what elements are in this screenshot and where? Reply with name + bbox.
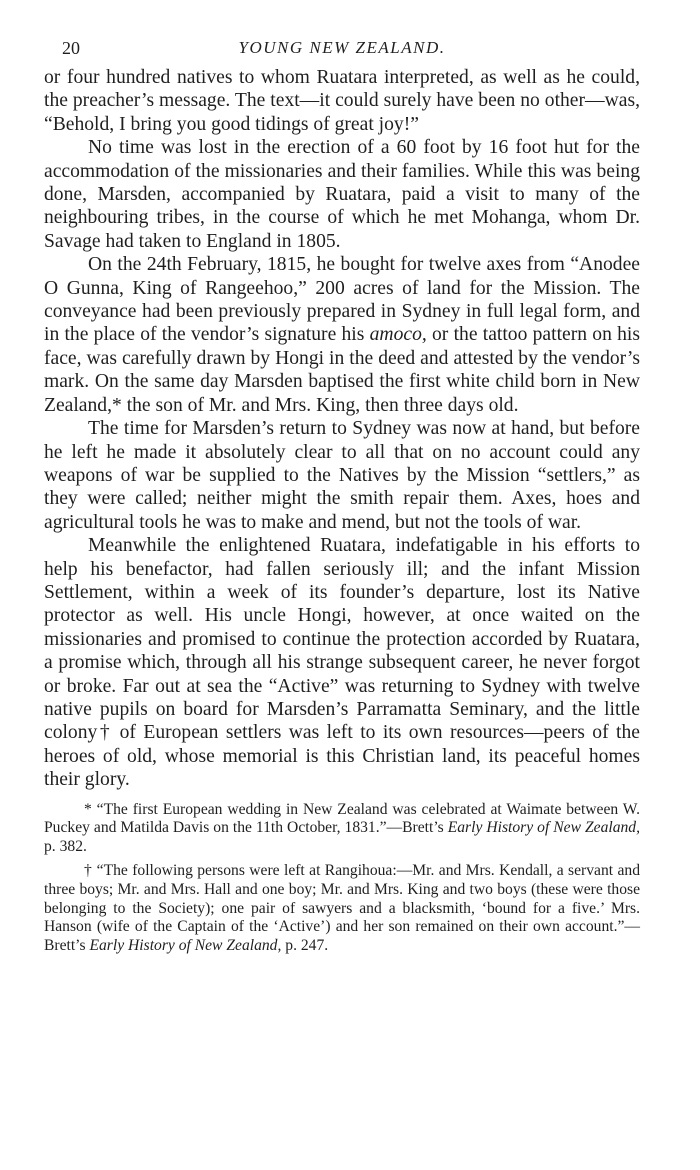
paragraph-3-italic-amoco: amoco, [369, 324, 427, 346]
paragraph-3-part-b: or the tattoo pattern on his face, was carefully drawn by Hongi in the deed and attested by the vendor’s mark. On the same day Marsden baptised the first white child born in New Zealand,* the son of Mr. and Mrs. King, then three days old. [44, 324, 640, 416]
paragraph-4: The time for Marsden’s return to Sydney was now at hand, but before he left he made it absolutely clear to all that on no account could any weapons of war be supplied to the Natives by the Mission “settlers,” as they were called; neither might the smith repair them. Axes, hoes and agricultural tools he was to make and mend, but not the tools of war. [44, 418, 640, 533]
paragraph-3-part-a: On the 24th February, 1815, he bought for twelve axes from “Anodee O Gunna, King of Rangeehoo,” 200 acres of land for the Mission. The conveyance had been previously prepared in Sydney in full legal form, and in the place of the vendor’s signature his [44, 254, 640, 346]
footnote-2-book-title: Early History of New Zealand, [89, 936, 282, 954]
footnote-2-part-b: p. 247. [281, 936, 329, 954]
paragraph-1: or four hundred natives to whom Ruatara interpreted, as well as he could, the preacher’s message. The text—it could surely have been no other—was, “Behold, I bring you good tidings of great joy!” [44, 67, 640, 135]
footnote-2-part-a: † “The following persons were left at Rangihoua:—Mr. and Mrs. Kendall, a servant and three boys; Mr. and Mrs. Hall and one boy; Mr. and Mrs. King and two boys (these were those belonging to the Society); one pair of sawyers and a blacksmith, ‘bound for a five.’ Mrs. Hanson (wife of the Captain of the ‘Active’) and her son remained on their own account.”—Brett’s [44, 862, 640, 954]
body-text [44, 66, 640, 792]
footnote-1-part-b: p. 382. [44, 837, 87, 855]
footnote-1 [44, 801, 640, 857]
running-title: YOUNG NEW ZEALAND. [238, 38, 446, 57]
footnote-1-part-a: * “The first European wedding in New Zealand was celebrated at Waimate between W. Puckey and Matilda Davis on the 11th October, 1831.”—Brett’s [44, 800, 640, 837]
page-number: 20 [62, 38, 80, 58]
footnote-1-book-title: Early History of New Zealand, [447, 819, 641, 837]
footnotes [44, 801, 640, 956]
paragraph-2: No time was lost in the erection of a 60 foot by 16 foot hut for the accommodation of the missionaries and their families. While this was being done, Marsden, accompanied by Ruatara, paid a visit to many of the neighbouring tribes, in the course of which he met Mohanga, whom Dr. Savage had taken to England in 1805. [44, 137, 640, 252]
book-page [44, 38, 640, 961]
paragraph-5: Meanwhile the enlightened Ruatara, indefatigable in his efforts to help his benefactor, had fallen seriously ill; and the infant Mission Settlement, within a week of its founder’s departure, lost its Native protector as well. His uncle Hongi, however, at once waited on the missionaries and promised to continue the protection accorded by Ruatara, a promise which, through all his strange subsequent career, he never forgot or broke. Far out at sea the “Active” was returning to Sydney with twelve native pupils on board for Marsden’s Parramatta Seminary, and the little colony† of European settlers was left to its own resources—peers of the heroes of old, whose memorial is this Christian land, its peaceful homes their glory. [44, 535, 640, 791]
paragraph-3 [44, 253, 640, 417]
footnote-2 [44, 862, 640, 955]
page-header [44, 38, 640, 66]
